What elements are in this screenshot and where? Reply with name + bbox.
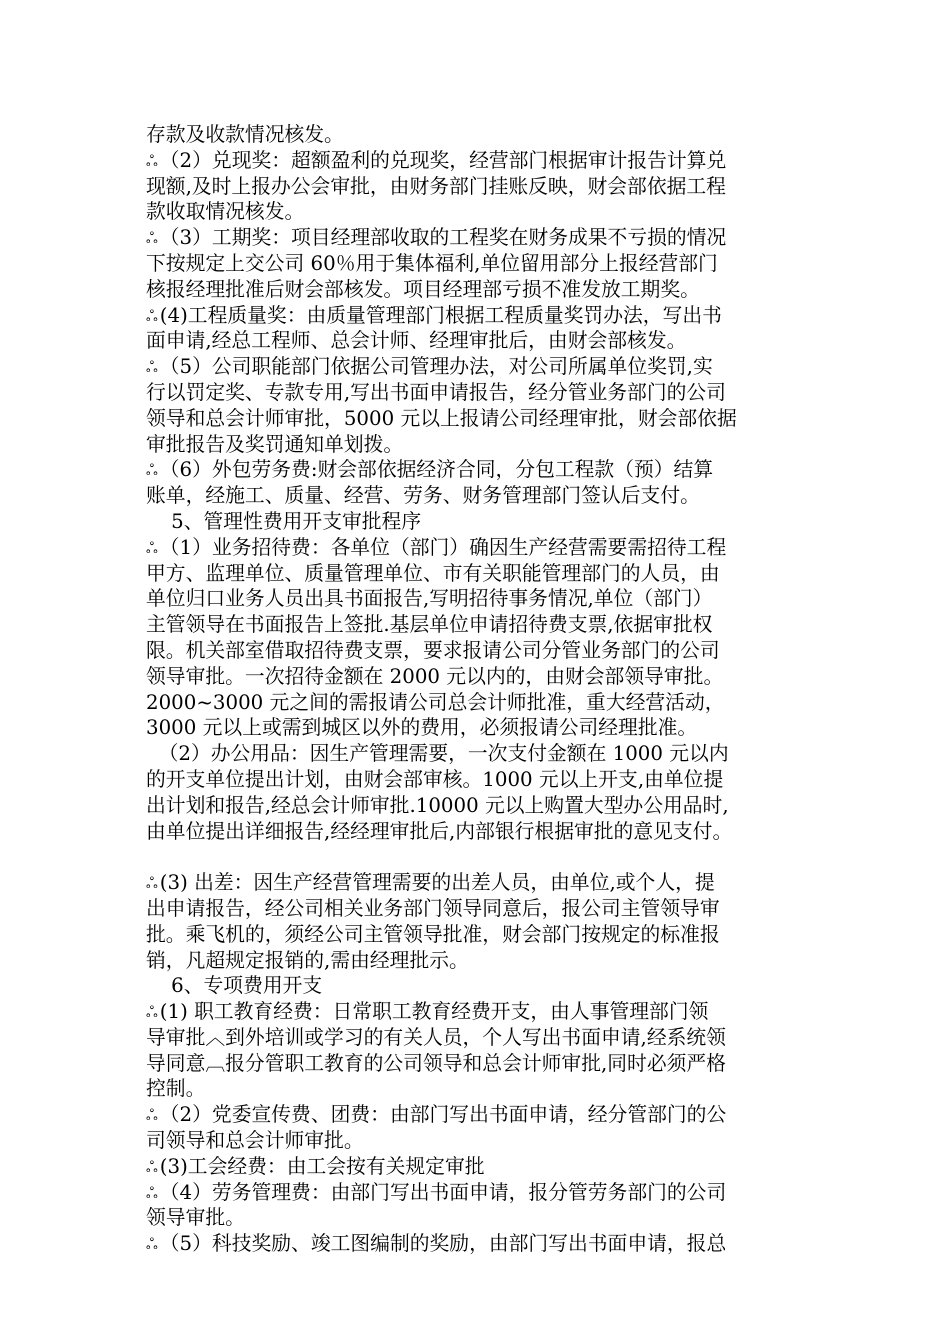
line-text: 领导审批。一次招待金额在 2000 元以内的，由财会部领导审批。	[146, 664, 724, 688]
text-line	[146, 896, 826, 922]
line-text: 控制。	[146, 1077, 206, 1101]
text-line	[146, 561, 826, 587]
line-text: 出计划和报告,经总会计师审批.10000 元以上购置大型办公用品时,	[146, 793, 729, 817]
text-line	[146, 148, 826, 174]
text-line	[146, 1051, 826, 1077]
line-text: 2000~3000 元之间的需报请公司总会计师批准，重大经营活动，	[146, 690, 725, 714]
line-text: 司领导和总会计师审批。	[146, 1129, 364, 1153]
line-text: (4)工程质量奖：由质量管理部门根据工程质量奖罚办法，写出书	[159, 303, 722, 327]
line-text: （3）工期奖：项目经理部收取的工程奖在财务成果不亏损的情况	[159, 226, 727, 250]
text-line	[146, 612, 826, 638]
line-text: 领导审批。	[146, 1206, 245, 1230]
paragraph-gap	[146, 844, 826, 870]
text-line	[146, 354, 826, 380]
list-bullet-icon: ஃ	[146, 538, 158, 557]
text-line	[146, 690, 826, 716]
line-text: （2）党委宣传费、团费：由部门写出书面申请，经分管部门的公	[159, 1103, 727, 1127]
list-bullet-icon: ஃ	[146, 306, 158, 325]
line-text: （6）外包劳务费:财会部依据经济合同，分包工程款（预）结算	[159, 458, 714, 482]
text-line	[146, 277, 826, 303]
text-line	[146, 715, 826, 741]
list-bullet-icon: ஃ	[146, 461, 158, 480]
text-line	[146, 819, 826, 845]
text-line	[146, 225, 826, 251]
text-line	[146, 535, 826, 561]
list-bullet-icon: ஃ	[146, 1157, 158, 1176]
text-line	[146, 406, 826, 432]
text-line	[146, 509, 826, 535]
text-line	[146, 1231, 826, 1257]
text-line	[146, 483, 826, 509]
line-text: 销，凡超规定报销的,需由经理批示。	[146, 948, 469, 972]
text-line	[146, 973, 826, 999]
text-line	[146, 1180, 826, 1206]
line-text: （5）公司职能部门依据公司管理办法，对公司所属单位奖罚,实	[159, 355, 713, 379]
text-line	[146, 199, 826, 225]
text-line	[146, 1025, 826, 1051]
line-text: 主管领导在书面报告上签批.基层单位申请招待费支票,依据审批权	[146, 613, 713, 637]
line-text: （1）业务招待费：各单位（部门）确因生产经营需要需招待工程	[159, 535, 727, 559]
list-bullet-icon: ஃ	[146, 1183, 158, 1202]
text-line	[146, 1205, 826, 1231]
line-text: (3) 出差：因生产经营管理需要的出差人员，由单位,或个人，提	[159, 871, 715, 895]
line-text: 限。机关部室借取招待费支票，要求报请公司分管业务部门的公司	[146, 638, 720, 662]
line-text: 出申请报告，经公司相关业务部门领导同意后，报公司主管领导审	[146, 896, 720, 920]
line-text: （2）兑现奖：超额盈利的兑现奖，经营部门根据审计报告计算兑	[159, 148, 727, 172]
line-text: 账单，经施工、质量、经营、劳务、财务管理部门签认后支付。	[146, 484, 700, 508]
list-bullet-icon: ஃ	[146, 1106, 158, 1125]
line-text: （5）科技奖励、竣工图编制的奖励，由部门写出书面申请，报总	[159, 1232, 727, 1256]
line-text: (1) 职工教育经费：日常职工教育经费开支，由人事管理部门领	[159, 1000, 709, 1024]
line-text: （2）办公用品：因生产管理需要，一次支付金额在 1000 元以内	[146, 742, 729, 766]
line-text: (3)工会经费：由工会按有关规定审批	[159, 1154, 485, 1178]
text-line	[146, 586, 826, 612]
line-text: 甲方、监理单位、质量管理单位、市有关职能管理部门的人员，由	[146, 561, 720, 585]
text-line	[146, 303, 826, 329]
text-line	[146, 1128, 826, 1154]
line-text: 单位归口业务人员出具书面报告,写明招待事务情况,单位（部门）	[146, 587, 713, 611]
line-text: （4）劳务管理费：由部门写出书面申请，报分管劳务部门的公司	[159, 1180, 727, 1204]
line-text: 3000 元以上或需到城区以外的费用，必须报请公司经理批准。	[146, 716, 698, 740]
text-line	[146, 793, 826, 819]
line-text: 导审批︿到外培训或学习的有关人员，个人写出书面申请,经系统领	[146, 1025, 726, 1049]
line-text: 的开支单位提出计划，由财会部审核。1000 元以上开支,由单位提	[146, 767, 724, 791]
line-text: 导同意︹报分管职工教育的公司领导和总会计师审批,同时必须严格	[146, 1051, 726, 1075]
text-line	[146, 948, 826, 974]
line-text: 6、专项费用开支	[146, 974, 323, 998]
text-line	[146, 1076, 826, 1102]
line-text: 审批报告及奖罚通知单划拨。	[146, 432, 404, 456]
line-text: 核报经理批准后财会部核发。项目经理部亏损不准发放工期奖。	[146, 277, 700, 301]
text-line	[146, 1102, 826, 1128]
text-line	[146, 999, 826, 1025]
text-line	[146, 251, 826, 277]
line-text: 批。乘飞机的，须经公司主管领导批准，财会部门按规定的标准报	[146, 922, 720, 946]
list-bullet-icon: ஃ	[146, 151, 158, 170]
text-line	[146, 767, 826, 793]
line-text: 现额,及时上报办公会审批，由财务部门挂账反映，财会部依据工程	[146, 174, 726, 198]
text-line	[146, 432, 826, 458]
text-line	[146, 870, 826, 896]
body-text	[146, 122, 826, 1257]
text-line	[146, 922, 826, 948]
text-line	[146, 664, 826, 690]
line-text: 由单位提出详细报告,经经理审批后,内部银行根据审批的意见支付。	[146, 819, 733, 843]
list-bullet-icon: ஃ	[146, 1003, 158, 1022]
line-text: 行以罚定奖、专款专用,写出书面申请报告，经分管业务部门的公司	[146, 380, 726, 404]
list-bullet-icon: ஃ	[146, 229, 158, 248]
text-line	[146, 174, 826, 200]
text-line	[146, 741, 826, 767]
text-line	[146, 122, 826, 148]
line-text: 下按规定上交公司 60％用于集体福利,单位留用部分上报经营部门	[146, 251, 718, 275]
list-bullet-icon: ஃ	[146, 1235, 158, 1254]
text-line	[146, 457, 826, 483]
line-text: 面申请,经总工程师、总会计师、经理审批后，由财会部核发。	[146, 329, 687, 353]
line-text: 存款及收款情况核发。	[146, 123, 344, 146]
text-line	[146, 328, 826, 354]
text-line	[146, 638, 826, 664]
line-text: 款收取情况核发。	[146, 200, 305, 224]
line-text: 5、管理性费用开支审批程序	[146, 509, 422, 533]
line-text: 领导和总会计师审批，5000 元以上报请公司经理审批，财会部依据	[146, 406, 737, 430]
text-line	[146, 380, 826, 406]
text-line	[146, 1154, 826, 1180]
list-bullet-icon: ஃ	[146, 358, 158, 377]
list-bullet-icon: ஃ	[146, 874, 158, 893]
